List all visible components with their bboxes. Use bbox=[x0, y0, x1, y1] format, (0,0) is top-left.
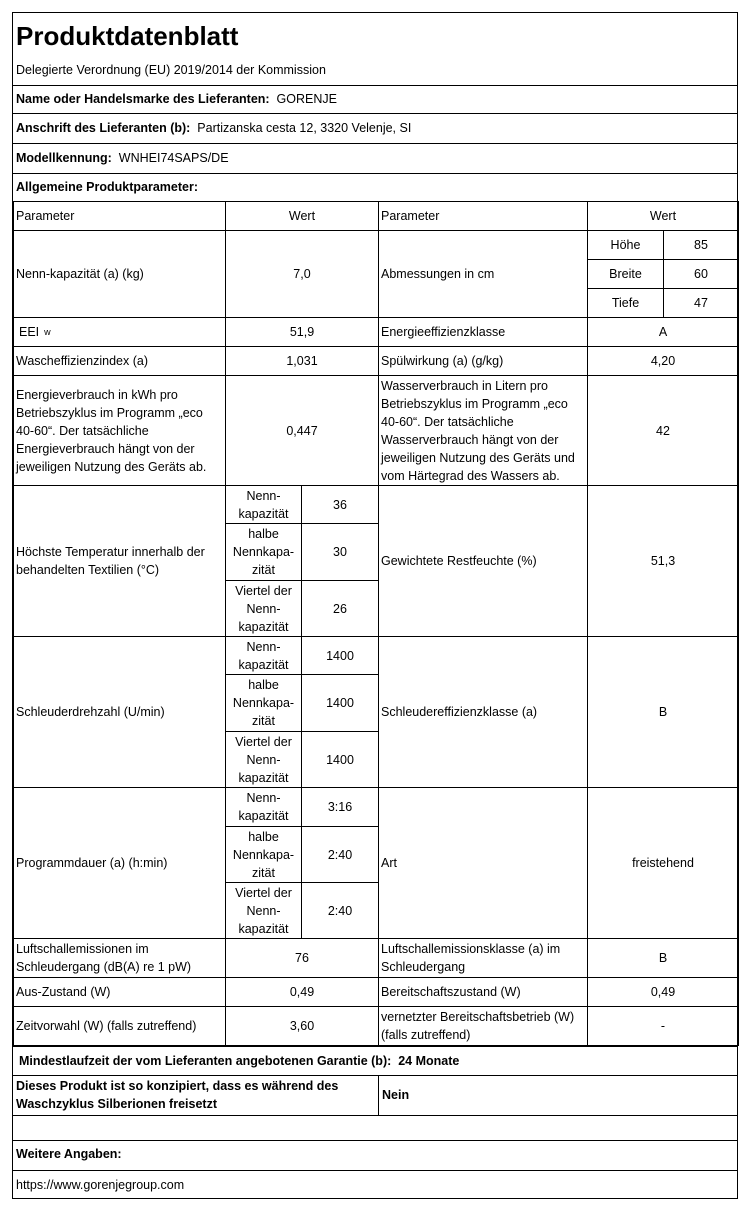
noise-class-value: B bbox=[658, 951, 668, 965]
spin-half-value: 1400 bbox=[326, 696, 354, 710]
energy-class-label: Energieeffizienzklasse bbox=[381, 325, 506, 339]
capacity-label: Nenn-kapazität (a) (kg) bbox=[16, 267, 144, 281]
max-temp-full-label: Nenn-kapazität bbox=[238, 488, 289, 521]
standby-label: Bereitschaftszustand (W) bbox=[381, 985, 521, 999]
supplier-address-row bbox=[13, 113, 739, 143]
max-temp-label: Höchste Temperatur innerhalb der behandelten Textilien (°C) bbox=[16, 545, 205, 577]
duration-half-value: 2:40 bbox=[327, 847, 353, 862]
general-heading: Allgemeine Produktparameter: bbox=[16, 180, 198, 194]
dimensions-label: Abmessungen in cm bbox=[381, 267, 495, 281]
water-consumption-label: Wasserverbrauch in Litern pro Betriebszyklus im Programm „eco 40-60“. Der tatsächliche Wasserverbrauch hängt von der jeweiligen Nutzung des Geräts und vom Härtegrad des Wassers ab. bbox=[381, 378, 575, 483]
model-value: WNHEI74SAPS/DE bbox=[118, 151, 229, 165]
product-data-sheet bbox=[12, 12, 738, 1199]
further-info-heading: Weitere Angaben: bbox=[16, 1146, 122, 1161]
col-header-value-left: Wert bbox=[288, 209, 316, 223]
capacity-value: 7,0 bbox=[293, 267, 311, 281]
wash-index-value: 1,031 bbox=[286, 354, 318, 368]
width-value: 60 bbox=[694, 267, 708, 281]
off-mode-value: 0,49 bbox=[289, 985, 315, 999]
moisture-value: 51,3 bbox=[650, 554, 676, 568]
model-label: Modellkennung: bbox=[16, 151, 112, 165]
spin-quarter-value: 1400 bbox=[326, 752, 354, 767]
silver-ions-value: Nein bbox=[382, 1088, 410, 1102]
website-link[interactable]: https://www.gorenjegroup.com bbox=[16, 1177, 185, 1192]
eei-label bbox=[16, 317, 226, 347]
spin-class-value: B bbox=[658, 705, 668, 719]
duration-half-label: halbe Nennkapa-zität bbox=[232, 829, 295, 880]
col-header-param-left: Parameter bbox=[16, 209, 75, 223]
depth-value: 47 bbox=[694, 296, 708, 310]
wash-index-label: Wascheffizienzindex (a) bbox=[16, 354, 149, 368]
duration-quarter-label: Viertel der Nenn-kapazität bbox=[235, 885, 292, 936]
guarantee-label: Mindestlaufzeit der vom Lieferanten angebotenen Garantie (b): bbox=[19, 1053, 392, 1068]
supplier-address-value: Partizanska cesta 12, 3320 Velenje, SI bbox=[197, 121, 412, 135]
max-temp-quarter-label: Viertel der Nenn-kapazität bbox=[235, 583, 292, 634]
duration-quarter-value: 2:40 bbox=[327, 903, 353, 918]
networked-standby-label: vernetzter Bereitschaftsbetrieb (W) (falls zutreffend) bbox=[381, 1010, 575, 1042]
col-header-value-right: Wert bbox=[649, 209, 677, 223]
rinse-label: Spülwirkung (a) (g/kg) bbox=[381, 354, 504, 368]
guarantee-value: 24 Monate bbox=[398, 1053, 460, 1068]
depth-label: Tiefe bbox=[611, 296, 640, 310]
eei-text: EEI bbox=[19, 325, 40, 339]
delay-start-value: 3,60 bbox=[289, 1019, 315, 1033]
supplier-address-label: Anschrift des Lieferanten (b): bbox=[16, 121, 191, 135]
height-value: 85 bbox=[694, 238, 708, 252]
energy-class-value: A bbox=[658, 325, 668, 339]
regulation-text: Delegierte Verordnung (EU) 2019/2014 der Kommission bbox=[16, 63, 326, 77]
col-header-param-right: Parameter bbox=[381, 209, 440, 223]
spin-full-value: 1400 bbox=[326, 648, 354, 663]
noise-label: Luftschallemissionen im Schleudergang (dB(A) re 1 pW) bbox=[16, 942, 192, 974]
max-temp-quarter-value: 26 bbox=[333, 601, 347, 616]
supplier-name-value: GORENJE bbox=[276, 92, 337, 106]
noise-class-label: Luftschallemissionsklasse (a) im Schleudergang bbox=[381, 942, 561, 974]
moisture-label: Gewichtete Restfeuchte (%) bbox=[381, 554, 537, 568]
spin-half-label: halbe Nennkapa-zität bbox=[232, 678, 295, 728]
width-label: Breite bbox=[609, 267, 642, 281]
model-row bbox=[13, 143, 739, 173]
duration-full-label: Nenn-kapazität bbox=[238, 791, 289, 823]
duration-label: Programmdauer (a) (h:min) bbox=[16, 856, 168, 870]
spin-quarter-label: Viertel der Nenn-kapazität bbox=[235, 734, 292, 785]
supplier-name-label: Name oder Handelsmarke des Lieferanten: bbox=[16, 92, 270, 106]
max-temp-half-value: 30 bbox=[333, 545, 347, 559]
networked-standby-value: - bbox=[660, 1019, 666, 1033]
eei-subscript: w bbox=[44, 327, 51, 337]
type-label: Art bbox=[381, 856, 397, 870]
energy-consumption-value: 0,447 bbox=[286, 423, 318, 438]
max-temp-half-label: halbe Nennkapa-zität bbox=[232, 527, 295, 577]
spin-full-label: Nenn-kapazität bbox=[238, 639, 289, 672]
water-consumption-value: 42 bbox=[656, 423, 670, 438]
duration-full-value: 3:16 bbox=[327, 800, 353, 814]
type-value: freistehend bbox=[632, 856, 694, 870]
page-title: Produktdatenblatt bbox=[16, 21, 239, 51]
energy-consumption-label: Energieverbrauch in kWh pro Betriebszyklus im Programm „eco 40-60“. Der tatsächliche Energieverbrauch hängt von der jeweiligen Nutzung des Geräts ab. bbox=[16, 387, 207, 474]
max-temp-full-value: 36 bbox=[333, 497, 347, 512]
standby-value: 0,49 bbox=[650, 985, 676, 999]
eei-value: 51,9 bbox=[289, 325, 315, 339]
rinse-value: 4,20 bbox=[650, 354, 676, 368]
spin-speed-label: Schleuderdrehzahl (U/min) bbox=[16, 705, 165, 719]
noise-value: 76 bbox=[295, 951, 309, 965]
height-label: Höhe bbox=[610, 238, 641, 252]
delay-start-label: Zeitvorwahl (W) (falls zutreffend) bbox=[16, 1019, 197, 1033]
guarantee-row bbox=[16, 1046, 739, 1075]
supplier-name-row bbox=[13, 85, 739, 113]
off-mode-label: Aus-Zustand (W) bbox=[16, 985, 111, 999]
spin-class-label: Schleudereffizienzklasse (a) bbox=[381, 705, 538, 719]
silver-ions-label: Dieses Produkt ist so konzipiert, dass es während des Waschzyklus Silberionen freisetzt bbox=[16, 1079, 339, 1111]
